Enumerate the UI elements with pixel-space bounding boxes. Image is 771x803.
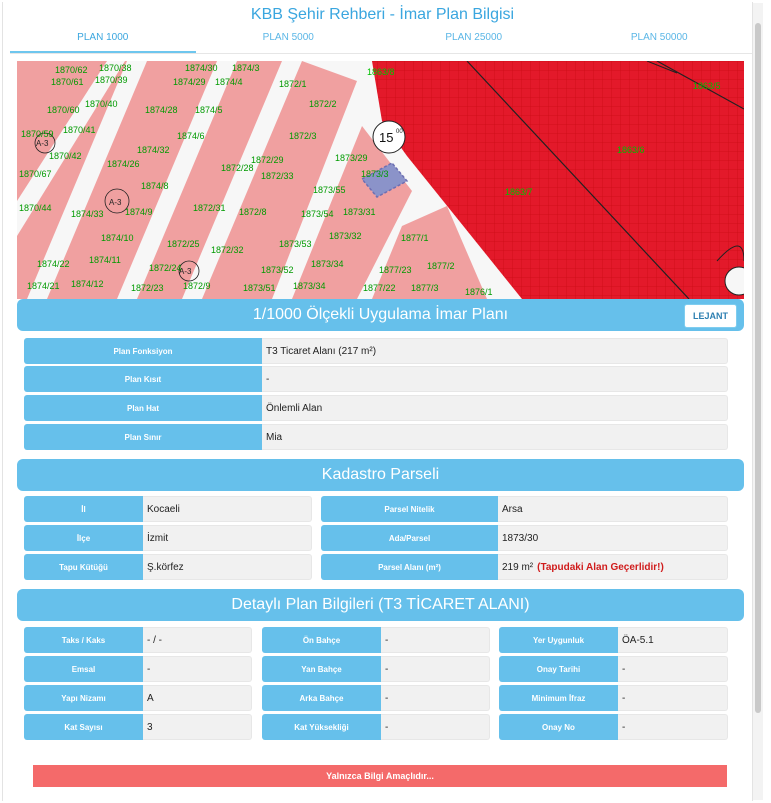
parcel-label: 1870/60 (47, 105, 80, 115)
parcel-label: 1872/3 (289, 131, 317, 141)
cadastre-section-header (17, 459, 744, 491)
parcel-label: 1873/34 (311, 259, 344, 269)
parcel-label: 1874/26 (107, 159, 140, 169)
parcel-label: 1874/32 (137, 145, 170, 155)
parcel-label: 1874/30 (185, 63, 218, 73)
zone-label: A-3 (36, 139, 49, 148)
parcel-label: 1870/40 (85, 99, 118, 109)
parcel-label: 1874/4 (215, 77, 243, 87)
parcel-label: 1877/2 (427, 261, 455, 271)
legend-button[interactable]: LEJANT (684, 304, 737, 328)
parcel-label: 1872/8 (239, 207, 267, 217)
parcel-label: 1874/8 (141, 181, 169, 191)
parcel-label: 1872/9 (183, 281, 211, 291)
parcel-label: 1874/5 (195, 105, 223, 115)
detail-row-value: - (618, 714, 728, 740)
plan-row-value: Önlemli Alan (262, 395, 728, 421)
detail-row-value: - (381, 685, 490, 711)
detail-row (24, 685, 252, 711)
parcel-label: 1877/23 (379, 265, 412, 275)
parcel-area-value (498, 554, 728, 580)
parcel-label: 1874/6 (177, 131, 205, 141)
zone-label: A-3 (179, 267, 192, 276)
cadastre-row-value: 1873/30 (498, 525, 728, 551)
parcel-label: 1870/67 (19, 169, 52, 179)
cadastre-row (24, 496, 312, 522)
parcel-label: 1874/28 (145, 105, 178, 115)
cadastre-row-label: Parsel Nitelik (321, 496, 498, 522)
parcel-label: 1874/10 (101, 233, 134, 243)
cadastre-row-label: Ada/Parsel (321, 525, 498, 551)
cadastre-row (24, 554, 312, 580)
parcel-label: 1870/44 (19, 203, 52, 213)
plan-section-title: 1/1000 Ölçekli Uygulama İmar Planı (252, 306, 509, 323)
parcel-label: 1863/5 (693, 81, 721, 91)
parcel-label: 1872/31 (193, 203, 226, 213)
parcel-area-warning: (Tapudaki Alan Geçerlidir!) (537, 561, 664, 573)
detail-row (499, 627, 728, 653)
parcel-label: 1873/53 (279, 239, 312, 249)
parcel-label: 1872/28 (221, 163, 254, 173)
parcel-label: 1870/59 (21, 129, 54, 139)
tab-plan-1000[interactable]: PLAN 1000 (10, 28, 196, 53)
map-canvas (17, 61, 744, 299)
scrollbar[interactable] (753, 3, 763, 800)
parcel-label: 1874/21 (27, 281, 60, 291)
plan-row (24, 338, 728, 364)
details-section-header (17, 589, 744, 621)
parcel-label: 1873/52 (261, 265, 294, 275)
cadastre-row-label: İlçe (24, 525, 143, 551)
detail-row-value: A (143, 685, 252, 711)
parcel-label: 1873/32 (329, 231, 362, 241)
cadastre-row-value: Ş.körfez (143, 554, 312, 580)
detail-row (24, 627, 252, 653)
block-number: 15 (379, 130, 394, 145)
app-title: KBB Şehir Rehberi - İmar Plan Bilgisi (250, 6, 515, 23)
parcel-label: 1877/22 (363, 283, 396, 293)
plan-row-value: T3 Ticaret Alanı (217 m²) (262, 338, 728, 364)
parcel-label: 1874/12 (71, 279, 104, 289)
parcel-label: 1873/34 (293, 281, 326, 291)
detail-row (499, 685, 728, 711)
parcel-label: 1877/1 (401, 233, 429, 243)
detail-row-label: Emsal (24, 656, 143, 682)
parcel-label: 1877/3 (411, 283, 439, 293)
detail-row-label: Ön Bahçe (262, 627, 381, 653)
detail-row (499, 714, 728, 740)
parcel-label: 1873/54 (301, 209, 334, 219)
parcel-label: 1874/3 (232, 63, 260, 73)
plan-row-label: Plan Fonksiyon (24, 338, 262, 364)
parcel-label: 1872/23 (131, 283, 164, 293)
detail-row-value: - (381, 714, 490, 740)
detail-row-value: - (143, 656, 252, 682)
cadastre-row (321, 525, 728, 551)
parcel-label: 1870/42 (49, 151, 82, 161)
cadastre-row (24, 525, 312, 551)
parcel-label: 1872/24 (149, 263, 182, 273)
parcel-label: 1873/29 (335, 153, 368, 163)
detail-row (262, 627, 490, 653)
parcel-label: 1872/32 (211, 245, 244, 255)
parcel-label: 1870/62 (55, 65, 88, 75)
block-number-superscript: 00 (396, 129, 403, 135)
parcel-label: 1863/7 (505, 187, 533, 197)
parcel-label: 1872/29 (251, 155, 284, 165)
tab-plan-5000[interactable]: PLAN 5000 (262, 32, 314, 43)
parcel-label: 1873/51 (243, 283, 276, 293)
cadastre-section-title: Kadastro Parseli (321, 466, 440, 483)
plan-scale-tabs (10, 28, 752, 54)
cadastre-row-value: Arsa (498, 496, 728, 522)
parcel-area: 219 m² (502, 561, 534, 573)
detail-row-label: Minimum İfraz (499, 685, 618, 711)
detail-row (499, 656, 728, 682)
parcel-label: 1870/41 (63, 125, 96, 135)
cadastre-row (321, 554, 728, 580)
cadastre-row-label: İl (24, 496, 143, 522)
parcel-label: 1874/11 (89, 255, 121, 265)
parcel-label: 1874/22 (37, 259, 70, 269)
parcel-label: 1876/1 (465, 287, 493, 297)
detail-row-label: Yapı Nizamı (24, 685, 143, 711)
plan-row-label: Plan Hat (24, 395, 262, 421)
detail-row-value: - (618, 656, 728, 682)
tab-plan-50000[interactable]: PLAN 50000 (630, 32, 688, 43)
parcel-label: 1872/2 (309, 99, 337, 109)
detail-row-value: - (618, 685, 728, 711)
parcel-label: 1870/61 (51, 77, 84, 87)
parcel-label: 1872/25 (167, 239, 200, 249)
plan-row-value: - (262, 366, 728, 392)
parcel-label: 1873/31 (343, 207, 376, 217)
plan-row-value: Mia (262, 424, 728, 450)
detail-row-label: Yan Bahçe (262, 656, 381, 682)
detail-row (262, 685, 490, 711)
parcel-label: 1874/29 (173, 77, 206, 87)
detail-row-label: Kat Yüksekliği (262, 714, 381, 740)
parcel-label: 1870/38 (99, 63, 132, 73)
tab-plan-25000[interactable]: PLAN 25000 (445, 32, 503, 43)
detail-row-value: - / - (143, 627, 252, 653)
parcel-label: 1872/1 (279, 79, 307, 89)
parcel-label: 1863/8 (367, 67, 395, 77)
detail-row (262, 656, 490, 682)
detail-row (24, 656, 252, 682)
parcel-label: 1872/33 (261, 171, 294, 181)
cadastre-row-value: Kocaeli (143, 496, 312, 522)
cadastre-row-value: İzmit (143, 525, 312, 551)
detail-row (262, 714, 490, 740)
detail-row-value: - (381, 656, 490, 682)
info-only-notice: Yalnızca Bilgi Amaçlıdır... (33, 765, 727, 787)
plan-row (24, 366, 728, 392)
parcel-label: 1863/6 (617, 145, 645, 155)
detail-row-value: - (381, 627, 490, 653)
detail-row-label: Kat Sayısı (24, 714, 143, 740)
zone-label: A-3 (109, 198, 122, 207)
plan-row (24, 395, 728, 421)
plan-row-label: Plan Sınır (24, 424, 262, 450)
parcel-label: 1870/39 (95, 75, 128, 85)
detail-row-value: ÖA-5.1 (618, 627, 728, 653)
parcel-label: 1874/9 (125, 207, 153, 217)
detail-row-label: Yer Uygunluk (499, 627, 618, 653)
detail-row-label: Taks / Kaks (24, 627, 143, 653)
detail-row-label: Arka Bahçe (262, 685, 381, 711)
detail-row-value: 3 (143, 714, 252, 740)
cadastre-row-label: Tapu Kütüğü (24, 554, 143, 580)
plan-row (24, 424, 728, 450)
cadastre-row (321, 496, 728, 522)
cadastre-row-label: Parsel Alanı (m²) (321, 554, 498, 580)
detail-row (24, 714, 252, 740)
zoning-map[interactable] (17, 61, 744, 299)
parcel-label: 1874/33 (71, 209, 104, 219)
parcel-label: 1873/3 (361, 169, 389, 179)
detail-row-label: Onay Tarihi (499, 656, 618, 682)
details-section-title: Detaylı Plan Bilgileri (T3 TİCARET ALANI) (231, 596, 530, 613)
parcel-label: 1873/55 (313, 185, 346, 195)
scrollbar-thumb[interactable] (755, 23, 761, 713)
detail-row-label: Onay No (499, 714, 618, 740)
plan-section-header (17, 299, 744, 331)
plan-row-label: Plan Kısıt (24, 366, 262, 392)
